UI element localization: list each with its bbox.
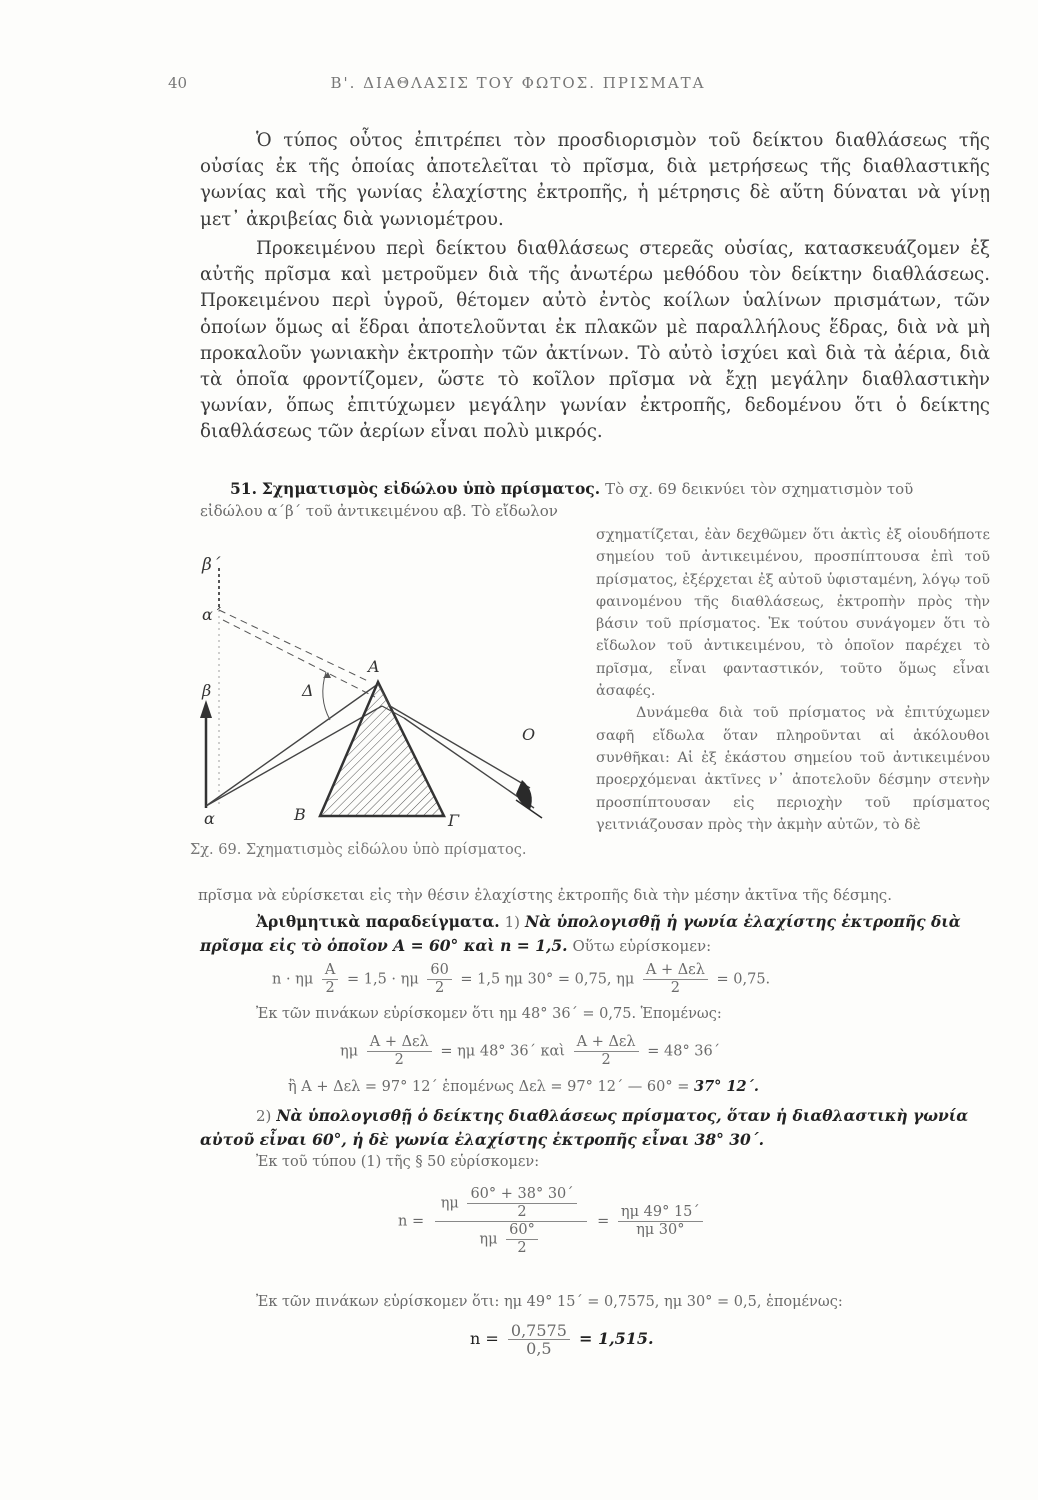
eq3-big-fraction: ημ $\frac{60^\circ + 38^\circ 30΄}{2}$ ημ $\frac{60^\circ}{2}$ [435, 1186, 587, 1257]
eq1-fraction-2: $\frac{60}{2}$ [427, 962, 451, 997]
eq1-mid: = 1,5 · ημ [346, 971, 419, 988]
result-2: = 1,515. [578, 1329, 654, 1348]
text-line-3: ἢ Α + Δελ = 97° 12΄ ἑπομένως Δελ = 97° 12΄ — 60° = 37° 12΄. [288, 1078, 759, 1095]
example-1 [200, 910, 990, 958]
right-col-paragraph-2: Δυνάμεθα διὰ τοῦ πρίσματος νὰ ἐπιτύχωμεν σαφῆ εἴδωλα ὅταν πληροῦνται αἱ ἀκόλουθοι συνθῆκαι: Αἱ ἐξ ἑκάστου σημείου τοῦ ἀντικειμένου προερχόμεναι ἀκτῖνες ν᾿ ἀποτελοῦν δέσμην στενὴν προσπίπτουσαν εἰς περιοχὴν τοῦ πρίσματος γειτνιάζουσαν πρὸς τὴν ἀκμὴν αὐτῶν, τὸ δὲ [596, 705, 990, 833]
eye-icon [516, 780, 542, 818]
section-title: Σχηματισμὸς εἰδώλου ὑπὸ πρίσματος. [261, 479, 601, 498]
eq1-fraction-3: $\frac{\text{Α + Δελ}}{2}$ [643, 962, 708, 997]
ex2-prompt: Νὰ ὑπολογισθῇ ὁ δείκτης διαθλάσεως πρίσματος, ὅταν ἡ διαθλαστικὴ γωνία αὐτοῦ εἶναι 60°, ἡ δὲ γωνία ἐλαχίστης ἐκτροπῆς εἶναι 38° 30΄. [200, 1106, 969, 1149]
page-header [168, 72, 868, 98]
prism-figure [190, 548, 570, 858]
label-base-right: Γ [448, 811, 460, 830]
label-a: α [204, 809, 215, 828]
section-number: 51. [230, 479, 257, 498]
continuation-line: πρῖσμα νὰ εὑρίσκεται εἰς τὴν θέσιν ἐλαχίστης ἐκτροπῆς διὰ τὴν μέσην ἀκτῖνα τῆς δέσμης. [198, 886, 892, 904]
label-b: β [202, 681, 212, 700]
paragraph-2: Προκειμένου περὶ δείκτου διαθλάσεως στερεᾶς οὐσίας, κατασκευάζομεν ἐξ αὐτῆς πρῖσμα καὶ μετροῦμεν διὰ τῆς ἀνωτέρω μεθόδου τὸν δείκτην διαθλάσεως. Προκειμένου περὶ ὑγροῦ, θέτομεν αὐτὸ ἐντὸς κοίλων ὑαλίνων πρισμάτων, τῶν ὁποίων ὅμως αἱ ἕδραι ἀποτελοῦνται ἐκ πλακῶν μὲ παραλλήλους ἕδρας, διὰ νὰ μὴ προκαλοῦν γωνιακὴν ἐκτροπὴν τῶν ἀκτίνων. Τὸ αὐτὸ ἰσχύει καὶ διὰ τὰ ἀέρια, διὰ τὰ ὁποῖα φροντίζομεν, ὥστε τὸ κοῖλον πρῖσμα νὰ ἔχῃ μεγάλην διαθλαστικὴν γωνίαν, ὅπως ἐπιτύχωμεν μεγάλην γωνίαν ἐκτροπῆς, δεδομένου ὅτι ὁ δείκτης διαθλάσεως τῶν ἀερίων εἶναι πολὺ μικρός. [200, 238, 990, 443]
section-text-line1: Τὸ σχ. 69 δεικνύει τὸν σχηματισμὸν τοῦ [605, 480, 914, 498]
label-a-prime: α΄ [202, 605, 221, 624]
eq1-fraction-1: $\frac{A}{2}$ [322, 962, 338, 997]
result-1: 37° 12΄. [693, 1078, 759, 1095]
ex2-number: 2) [256, 1107, 272, 1125]
eq1-end: = 0,75. [716, 971, 771, 988]
ex1-prompt: Νὰ ὑπολογισθῇ ἡ γωνία ἐλαχίστης ἐκτροπῆς διὰ πρῖσμα εἰς τὸ ὁποῖον Α = 60° καὶ n = 1,5. [200, 912, 961, 955]
label-delta: Δ [302, 681, 314, 700]
equation-2: ημ $\frac{\text{Α + Δελ}}{2}$ = ημ 48° 36΄ καὶ $\frac{\text{Α + Δελ}}{2}$ = 48° 36΄ [340, 1034, 721, 1068]
page-number: 40 [168, 74, 188, 92]
label-b-prime: β΄ [202, 555, 221, 575]
eq1-rest: = 1,5 ημ 30° = 0,75, ημ [460, 971, 635, 988]
examples-heading: Ἀριθμητικὰ παραδείγματα. [256, 912, 500, 931]
figure-caption: Σχ. 69. Σχηματισμὸς εἰδώλου ὑπὸ πρίσματος. [190, 842, 527, 858]
example-2 [200, 1104, 990, 1152]
right-column [596, 524, 990, 836]
right-col-paragraph-1: σχηματίζεται, ἐὰν δεχθῶμεν ὅτι ἀκτὶς ἐξ οἱουδήποτε σημείου τοῦ ἀντικειμένου, προσπίπτουσα ἐπὶ τοῦ πρίσματος, ἐξέρχεται ἐξ αὐτοῦ ὑφισταμένη, λόγῳ τοῦ φαινομένου τῆς διαθλάσεως, ἐκτροπὴν πρὸς τὴν βάσιν τοῦ πρίσματος. Ἐκ τούτου συνάγομεν ὅτι τὸ εἴδωλον τοῦ ἀντικειμένου, τὸ ὁποῖον παρέχει τὸ πρῖσμα, εἶναι φανταστικόν, τοῦτο ὅμως εἶναι ἀσαφές. [596, 527, 990, 700]
text-line-5: Ἐκ τῶν πινάκων εὑρίσκομεν ὅτι: ημ 49° 15΄ = 0,7575, ημ 30° = 0,5, ἑπομένως: [256, 1294, 843, 1310]
ex1-tail: Οὕτω εὑρίσκομεν: [572, 937, 712, 955]
eq4-fraction: $\frac{0,7575}{0,5}$ [508, 1322, 570, 1357]
eq2-fraction-1: $\frac{\text{Α + Δελ}}{2}$ [367, 1034, 432, 1069]
eq2-fraction-2: $\frac{\text{Α + Δελ}}{2}$ [574, 1034, 639, 1069]
text-line-2: Ἐκ τῶν πινάκων εὑρίσκομεν ὅτι ημ 48° 36΄ = 0,75. Ἑπομένως: [256, 1006, 722, 1022]
equation-3: n = ημ $\frac{60^\circ + 38^\circ 30΄}{2}$ ημ $\frac{60^\circ}{2}$ = $\frac{\eta\mu 49^\circ 15΄}{\eta\mu 30^\circ}$ [398, 1186, 707, 1257]
running-head: Β'. ΔΙΑΘΛΑΣΙΣ ΤΟΥ ΦΩΤΟΣ. ΠΡΙΣΜΑΤΑ [330, 74, 706, 92]
text-line-4: Ἐκ τοῦ τύπου (1) τῆς § 50 εὑρίσκομεν: [256, 1154, 540, 1170]
equation-4: n = $\frac{0,7575}{0,5}$ = 1,515. [470, 1321, 654, 1358]
object-arrow [200, 700, 212, 808]
section-text-line2: εἰδώλου α΄β΄ τοῦ ἀντικειμένου αβ. Τὸ εἴδωλον [200, 502, 558, 520]
section-heading [230, 478, 913, 500]
equation-1 [272, 962, 770, 997]
label-apex: Α [368, 657, 380, 676]
paragraph-1: Ὁ τύπος οὗτος ἐπιτρέπει τὸν προσδιορισμὸν τοῦ δείκτου διαθλάσεως τῆς οὐσίας ἐκ τῆς ὁποίας ἀποτελεῖται τὸ πρῖσμα, διὰ μετρήσεως τῆς διαθλαστικῆς γωνίας καὶ τῆς γωνίας ἐλαχίστης ἐκτροπῆς, ἡ μέτρησις δὲ αὕτη δύναται νὰ γίνῃ μετ᾿ ἀκριβείας διὰ γωνιομέτρου. [200, 130, 990, 230]
label-eye: Ο [522, 725, 536, 744]
prism [320, 682, 444, 816]
label-base-left: Β [294, 805, 306, 824]
eq1-left: n · ημ [272, 971, 314, 988]
ex1-number: 1) [504, 913, 521, 931]
eq3-result-fraction: $\frac{\eta\mu 49^\circ 15΄}{\eta\mu 30^\circ}$ [618, 1204, 703, 1239]
